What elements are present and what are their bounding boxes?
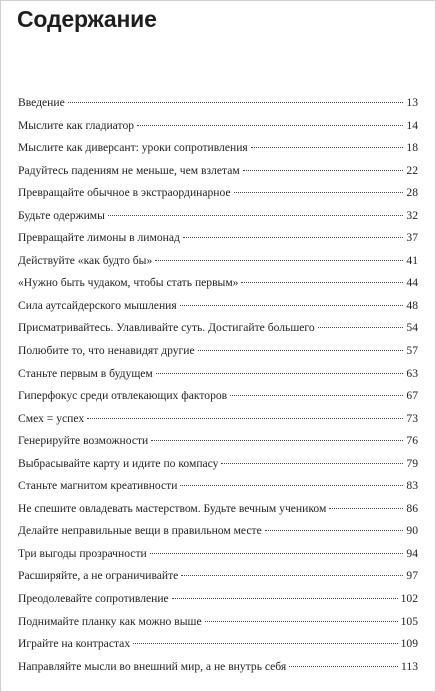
toc-entry-title: Генерируйте возможности	[18, 434, 149, 448]
toc-entry-page-number: 67	[406, 389, 418, 403]
toc-entry-title: Присматривайтесь. Улавливайте суть. Достигайте большего	[18, 321, 315, 335]
dot-leader	[150, 553, 404, 554]
toc-entry-title: Действуйте «как будто бы»	[18, 253, 153, 267]
toc-entry-page-number: 41	[406, 253, 418, 267]
dot-leader	[172, 598, 398, 599]
toc-entry-title: Станьте первым в будущем	[18, 366, 153, 380]
toc-entry-title: Станьте магнитом креативности	[18, 479, 178, 493]
toc-entry	[18, 227, 418, 250]
toc-entry	[18, 498, 418, 521]
toc-entry-title: Будьте одержимы	[18, 208, 105, 222]
toc-entry-page-number: 90	[406, 524, 418, 538]
toc-entry	[18, 363, 418, 386]
toc-entry-page-number: 63	[406, 366, 418, 380]
toc-entry-title: Превращайте обычное в экстраординарное	[18, 186, 231, 200]
toc-entry-title: Выбрасывайте карту и идите по компасу	[18, 456, 219, 470]
dot-leader	[108, 215, 403, 216]
toc-entry	[18, 656, 418, 679]
toc-entry-page-number: 32	[406, 208, 418, 222]
toc-entry-page-number: 102	[400, 592, 418, 606]
dot-leader	[205, 621, 398, 622]
dot-leader	[151, 440, 403, 441]
toc-entry	[18, 340, 418, 363]
dot-leader	[180, 485, 403, 486]
toc-entry-page-number: 105	[400, 614, 418, 628]
toc-entry-title: Делайте неправильные вещи в правильном месте	[18, 524, 262, 538]
toc-entry	[18, 92, 418, 115]
toc-entry-title: Радуйтесь падениям не меньше, чем взлетам	[18, 163, 240, 177]
toc-entry-title: Играйте на контрастах	[18, 637, 131, 651]
toc-entry-title: Введение	[18, 96, 65, 109]
toc-entry-page-number: 79	[406, 456, 418, 470]
toc-entry	[18, 115, 418, 138]
toc-entry	[18, 182, 418, 205]
toc-entry-page-number: 22	[406, 163, 418, 177]
toc-entry	[18, 430, 418, 453]
toc-entry-title: Поднимайте планку как можно выше	[18, 614, 202, 628]
toc-entry-title: «Нужно быть чудаком, чтобы стать первым»	[18, 276, 239, 290]
toc-entry-page-number: 44	[406, 276, 418, 290]
dot-leader	[180, 305, 404, 306]
toc-entry-page-number: 48	[406, 298, 418, 312]
dot-leader	[265, 530, 404, 531]
toc-entry-title: Преодолевайте сопротивление	[18, 592, 169, 606]
toc-entry	[18, 385, 418, 408]
toc-entry-page-number: 113	[401, 659, 418, 673]
toc-entry	[18, 272, 418, 295]
dot-leader	[241, 282, 403, 283]
toc-entry	[18, 205, 418, 228]
dot-leader	[221, 463, 403, 464]
toc-entry	[18, 588, 418, 611]
toc-entry-title: Гиперфокус среди отвлекающих факторов	[18, 389, 228, 403]
dot-leader	[155, 260, 403, 261]
toc-entry-page-number: 97	[406, 569, 418, 583]
dot-leader	[251, 147, 404, 148]
toc-entry-page-number: 57	[406, 344, 418, 358]
toc-entry-title: Три выгоды прозрачности	[18, 546, 147, 560]
toc-entry	[18, 611, 418, 634]
toc-entry-title: Мыслите как диверсант: уроки сопротивления	[18, 141, 248, 155]
dot-leader	[183, 237, 404, 238]
toc-entry	[18, 250, 418, 273]
dot-leader	[318, 327, 404, 328]
dot-leader	[181, 575, 403, 576]
toc-entry-title: Полюбите то, что ненавидят другие	[18, 344, 195, 358]
dot-leader	[137, 125, 403, 126]
toc-entry-title: Превращайте лимоны в лимонад	[18, 231, 180, 245]
dot-leader	[230, 395, 403, 396]
toc-entry-page-number: 37	[406, 231, 418, 245]
toc-entry-page-number: 73	[406, 411, 418, 425]
toc-entry-page-number: 76	[406, 434, 418, 448]
dot-leader	[156, 373, 404, 374]
toc-entry	[18, 137, 418, 160]
dot-leader	[289, 666, 398, 667]
dot-leader	[133, 643, 397, 644]
dot-leader	[87, 418, 403, 419]
toc-entry	[18, 475, 418, 498]
toc-entry	[18, 565, 418, 588]
toc-entry-page-number: 94	[406, 546, 418, 560]
page-title: Содержание	[17, 6, 157, 32]
toc-entry	[18, 317, 418, 340]
toc-entry	[18, 453, 418, 476]
toc-entry-title: Расширяйте, а не ограничивайте	[18, 569, 179, 583]
toc-entry-title: Направляйте мысли во внешний мир, а не внутрь себя	[18, 659, 287, 673]
toc-entry-title: Смех = успех	[18, 411, 85, 425]
toc-entry	[18, 520, 418, 543]
dot-leader	[198, 350, 404, 351]
dot-leader	[68, 102, 404, 103]
toc-entry-page-number: 83	[406, 479, 418, 493]
toc-entry-page-number: 28	[406, 186, 418, 200]
dot-leader	[329, 508, 403, 509]
toc-entry-title: Сила аутсайдерского мышления	[18, 298, 177, 312]
dot-leader	[243, 170, 404, 171]
toc-entry	[18, 408, 418, 431]
toc-entry-page-number: 54	[406, 321, 418, 335]
toc-entry	[18, 295, 418, 318]
toc-entry	[18, 160, 418, 183]
toc-entry	[18, 543, 418, 566]
toc-entry-page-number: 109	[400, 637, 418, 651]
toc-entry-page-number: 18	[406, 141, 418, 155]
toc-entry-page-number: 14	[406, 118, 418, 132]
toc-entry-title: Не спешите овладевать мастерством. Будьте вечным учеником	[18, 501, 327, 515]
table-of-contents	[18, 92, 418, 678]
toc-entry-title: Мыслите как гладиатор	[18, 118, 135, 132]
toc-entry-page-number: 13	[406, 96, 418, 109]
dot-leader	[234, 192, 404, 193]
toc-entry-page-number: 86	[406, 501, 418, 515]
toc-entry	[18, 633, 418, 656]
